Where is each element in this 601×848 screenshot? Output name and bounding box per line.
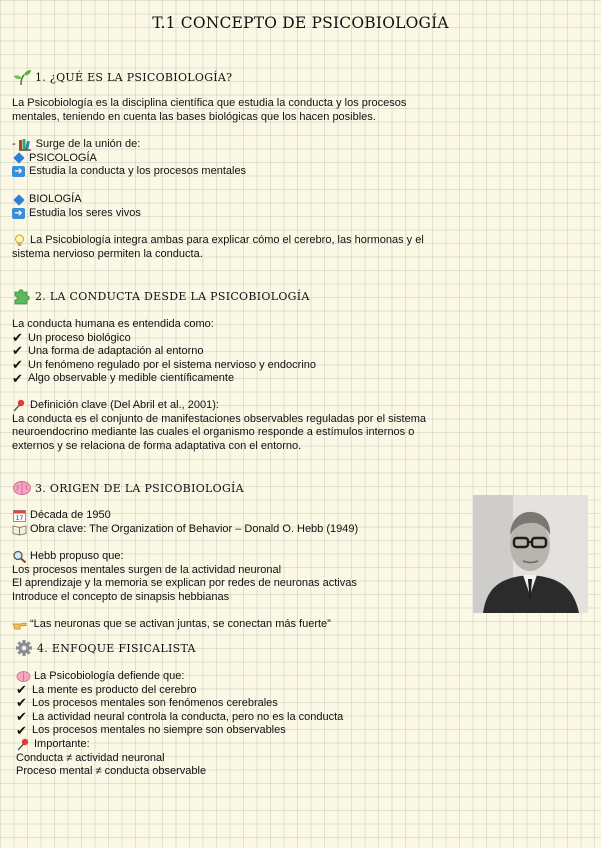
check-icon: ✔ bbox=[12, 358, 23, 374]
important-line bbox=[16, 738, 343, 752]
psicologia-desc: Estudia la conducta y los procesos mentales bbox=[29, 165, 247, 178]
check-item bbox=[16, 724, 343, 738]
decade-line bbox=[12, 509, 358, 523]
note-text-1: La Psicobiología integra ambas para explicar cómo el cerebro, las hormonas y el bbox=[30, 234, 424, 246]
neq-line-2: Proceso mental ≠ conducta observable bbox=[16, 765, 207, 778]
check-icon: ✔ bbox=[12, 371, 23, 387]
psicologia-line bbox=[12, 152, 246, 166]
seedling-icon bbox=[12, 68, 32, 86]
check-icon: ✔ bbox=[16, 723, 27, 739]
key-text-3: externos y se relaciona de forma adaptativa con el entorno. bbox=[12, 439, 302, 452]
check-text: La mente es producto del cerebro bbox=[32, 683, 197, 696]
magnifier-icon bbox=[12, 550, 27, 563]
key-text-2: neuroendocrino mediante las cuales el organismo responde a estímulos internos o bbox=[12, 426, 415, 439]
hebb-point-3: Introduce el concepto de sinapsis hebbianas bbox=[12, 590, 230, 603]
pushpin-icon bbox=[12, 399, 27, 412]
section-1-heading bbox=[12, 68, 232, 86]
page-title: T.1 CONCEPTO DE PSICOBIOLOGÍA bbox=[152, 14, 449, 32]
work-line bbox=[12, 523, 358, 537]
right-arrow-icon: ➜ bbox=[12, 166, 25, 177]
hebb-point-2: El aprendizaje y la memoria se explican por redes de neuronas activas bbox=[12, 577, 357, 590]
biologia-line bbox=[12, 193, 141, 207]
s4-intro-line bbox=[16, 670, 343, 684]
quote-text: “Las neuronas que se activan juntas, se conectan más fuerte” bbox=[30, 618, 331, 630]
portrait-image bbox=[473, 495, 588, 613]
check-item bbox=[12, 345, 316, 359]
check-text: Un proceso biológico bbox=[28, 331, 131, 344]
check-text: Una forma de adaptación al entorno bbox=[28, 345, 204, 358]
check-item bbox=[16, 711, 343, 725]
section-1-biology bbox=[12, 193, 141, 220]
section-1-origin bbox=[12, 138, 246, 179]
section-1-title: 1. ¿QUÉ ES LA PSICOBIOLOGÍA? bbox=[35, 70, 233, 84]
svg-text:17: 17 bbox=[15, 515, 24, 523]
key-label: Definición clave (Del Abril et al., 2001): bbox=[30, 399, 219, 411]
biologia-label: BIOLOGÍA bbox=[29, 193, 82, 205]
arises-line bbox=[12, 138, 246, 152]
hebb-quote bbox=[12, 618, 331, 632]
check-text: La actividad neural controla la conducta, pero no es la conducta bbox=[32, 710, 344, 723]
section-2-key-definition bbox=[12, 399, 426, 453]
psicologia-desc-line bbox=[12, 165, 246, 179]
section-1-definition bbox=[12, 97, 406, 124]
puzzle-icon bbox=[12, 287, 32, 305]
section-3-title: 3. ORIGEN DE LA PSICOBIOLOGÍA bbox=[35, 481, 244, 495]
check-icon: ✔ bbox=[12, 344, 23, 360]
check-item bbox=[12, 332, 316, 346]
check-text: Los procesos mentales no siempre son observables bbox=[32, 724, 286, 737]
biologia-desc: Estudia los seres vivos bbox=[29, 206, 141, 219]
section-1-note bbox=[12, 234, 424, 261]
check-item bbox=[12, 372, 316, 386]
gear-icon bbox=[14, 639, 34, 657]
decade-text: Década de 1950 bbox=[30, 509, 111, 521]
check-item bbox=[16, 684, 343, 698]
section-2-list bbox=[12, 318, 316, 386]
open-book-icon bbox=[12, 523, 27, 536]
check-icon: ✔ bbox=[16, 710, 27, 726]
conduct-intro: La conducta humana es entendida como: bbox=[12, 318, 214, 330]
check-icon: ✔ bbox=[12, 330, 23, 346]
key-label-line bbox=[12, 399, 426, 413]
quote-line bbox=[12, 618, 331, 632]
check-icon: ✔ bbox=[16, 682, 27, 698]
check-item bbox=[16, 697, 343, 711]
blue-diamond-icon bbox=[13, 194, 24, 205]
hebb-intro: Hebb propuso que: bbox=[30, 550, 124, 562]
hebb-point-1: Los procesos mentales surgen de la actividad neuronal bbox=[12, 563, 282, 576]
section-3-heading bbox=[12, 479, 244, 497]
key-text-1: La conducta es el conjunto de manifestaciones observables reguladas por el sistema bbox=[12, 412, 426, 425]
brain-icon bbox=[12, 479, 32, 497]
hebb-photo bbox=[473, 495, 588, 613]
section-4-title: 4. ENFOQUE FISICALISTA bbox=[37, 641, 196, 655]
brain-icon bbox=[16, 670, 31, 683]
work-text: Obra clave: The Organization of Behavior – Donald O. Hebb (1949) bbox=[30, 522, 359, 535]
section-2-heading bbox=[12, 287, 310, 305]
books-icon bbox=[18, 138, 33, 151]
right-arrow-icon: ➜ bbox=[12, 208, 25, 219]
check-item bbox=[12, 359, 316, 373]
check-text: Los procesos mentales son fenómenos cerebrales bbox=[32, 697, 278, 710]
dash: - bbox=[12, 138, 16, 150]
hebb-intro-line bbox=[12, 550, 357, 564]
section-3-hebb bbox=[12, 550, 357, 604]
pointing-hand-icon bbox=[12, 618, 27, 631]
note-text-2: sistema nervioso permiten la conducta. bbox=[12, 247, 203, 260]
note-line-1 bbox=[12, 234, 424, 248]
blue-diamond-icon bbox=[13, 153, 24, 164]
pushpin-icon bbox=[16, 738, 31, 751]
biologia-desc-line bbox=[12, 207, 141, 221]
s4-intro: La Psicobiología defiende que: bbox=[34, 670, 185, 682]
section-3-origin bbox=[12, 509, 358, 536]
check-text: Algo observable y medible científicamente bbox=[28, 372, 235, 385]
definition-line-2: mentales, teniendo en cuenta las bases biológicas que los hacen posibles. bbox=[12, 110, 376, 123]
definition-line-1: La Psicobiología es la disciplina científica que estudia la conducta y los procesos bbox=[12, 97, 407, 109]
section-4-heading bbox=[12, 639, 196, 657]
calendar-icon bbox=[12, 509, 27, 522]
neq-line-1: Conducta ≠ actividad neuronal bbox=[16, 751, 165, 764]
check-icon: ✔ bbox=[16, 696, 27, 712]
section-2-title: 2. LA CONDUCTA DESDE LA PSICOBIOLOGÍA bbox=[35, 289, 310, 303]
section-4-list bbox=[16, 670, 343, 779]
psicologia-label: PSICOLOGÍA bbox=[29, 151, 97, 164]
important-label: Importante: bbox=[34, 737, 90, 750]
check-text: Un fenómeno regulado por el sistema nervioso y endocrino bbox=[28, 358, 316, 371]
arises-text: Surge de la unión de: bbox=[35, 138, 141, 150]
lightbulb-icon bbox=[12, 234, 27, 247]
